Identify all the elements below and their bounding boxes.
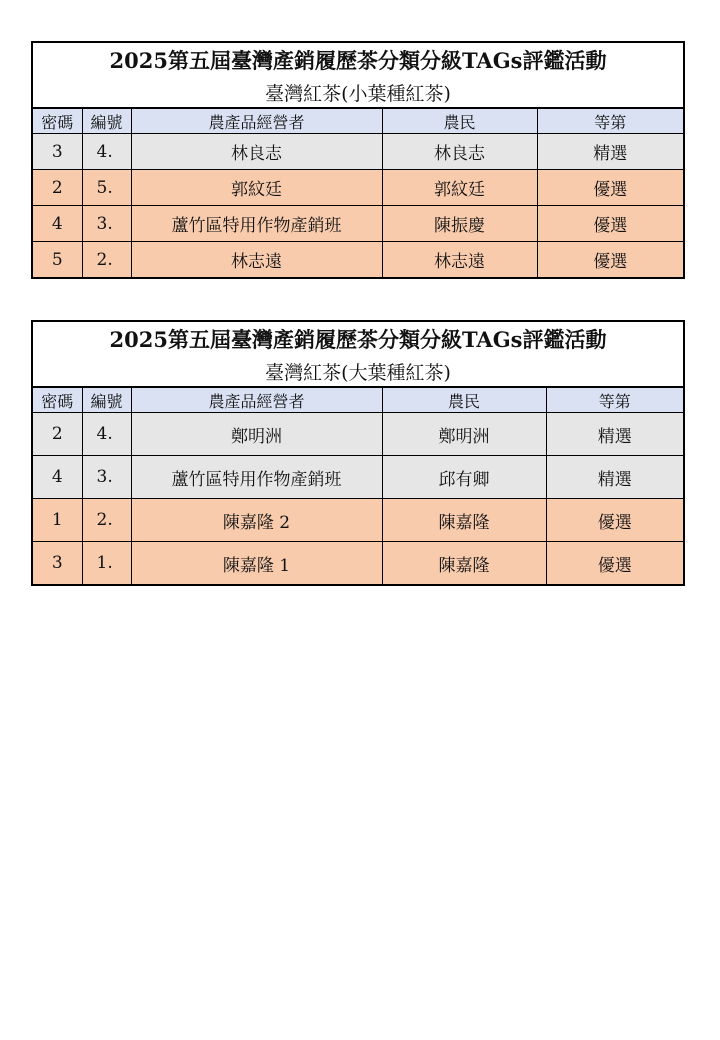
header-grade: 等第 bbox=[546, 387, 684, 413]
number-cell: 2. bbox=[82, 499, 131, 542]
operator-cell: 蘆竹區特用作物產銷班 bbox=[131, 206, 382, 242]
table-row bbox=[32, 413, 684, 456]
farmer-cell: 陳嘉隆 bbox=[382, 499, 546, 542]
number-cell: 4. bbox=[82, 413, 131, 456]
farmer-cell: 郭紋廷 bbox=[382, 170, 537, 206]
header-operator: 農產品經營者 bbox=[131, 387, 382, 413]
header-number: 編號 bbox=[82, 108, 131, 134]
results-table-large-leaf bbox=[31, 320, 685, 586]
header-number: 編號 bbox=[82, 387, 131, 413]
grade-cell: 優選 bbox=[537, 242, 684, 279]
header-grade: 等第 bbox=[537, 108, 684, 134]
code-cell: 2 bbox=[32, 413, 82, 456]
header-operator: 農產品經營者 bbox=[131, 108, 382, 134]
farmer-cell: 林志遠 bbox=[382, 242, 537, 279]
grade-cell: 精選 bbox=[546, 413, 684, 456]
code-cell: 4 bbox=[32, 206, 82, 242]
grade-cell: 優選 bbox=[546, 499, 684, 542]
header-code: 密碼 bbox=[32, 387, 82, 413]
table-row bbox=[32, 134, 684, 170]
farmer-cell: 邱有卿 bbox=[382, 456, 546, 499]
table-row bbox=[32, 499, 684, 542]
number-cell: 3. bbox=[82, 206, 131, 242]
number-cell: 2. bbox=[82, 242, 131, 279]
header-farmer: 農民 bbox=[382, 108, 537, 134]
grade-cell: 優選 bbox=[546, 542, 684, 586]
code-cell: 2 bbox=[32, 170, 82, 206]
results-table-small-leaf bbox=[31, 41, 685, 279]
number-cell: 1. bbox=[82, 542, 131, 586]
code-cell: 5 bbox=[32, 242, 82, 279]
farmer-cell: 陳振慶 bbox=[382, 206, 537, 242]
table-row bbox=[32, 242, 684, 279]
farmer-cell: 陳嘉隆 bbox=[382, 542, 546, 586]
code-cell: 1 bbox=[32, 499, 82, 542]
farmer-cell: 鄭明洲 bbox=[382, 413, 546, 456]
number-cell: 4. bbox=[82, 134, 131, 170]
table-subtitle: 臺灣紅茶(大葉種紅茶) bbox=[32, 356, 684, 387]
table-row bbox=[32, 206, 684, 242]
table-row bbox=[32, 456, 684, 499]
grade-cell: 精選 bbox=[537, 134, 684, 170]
table-title: 2025第五屆臺灣產銷履歷茶分類分級TAGs評鑑活動 bbox=[32, 42, 684, 77]
header-row bbox=[32, 108, 684, 134]
operator-cell: 陳嘉隆 1 bbox=[131, 542, 382, 586]
operator-cell: 林志遠 bbox=[131, 242, 382, 279]
operator-cell: 蘆竹區特用作物產銷班 bbox=[131, 456, 382, 499]
table-title: 2025第五屆臺灣產銷履歷茶分類分級TAGs評鑑活動 bbox=[32, 321, 684, 356]
table-row bbox=[32, 542, 684, 586]
grade-cell: 優選 bbox=[537, 170, 684, 206]
code-cell: 3 bbox=[32, 134, 82, 170]
table-subtitle: 臺灣紅茶(小葉種紅茶) bbox=[32, 77, 684, 108]
header-farmer: 農民 bbox=[382, 387, 546, 413]
farmer-cell: 林良志 bbox=[382, 134, 537, 170]
code-cell: 4 bbox=[32, 456, 82, 499]
operator-cell: 陳嘉隆 2 bbox=[131, 499, 382, 542]
operator-cell: 鄭明洲 bbox=[131, 413, 382, 456]
header-row bbox=[32, 387, 684, 413]
table-row bbox=[32, 170, 684, 206]
number-cell: 5. bbox=[82, 170, 131, 206]
code-cell: 3 bbox=[32, 542, 82, 586]
header-code: 密碼 bbox=[32, 108, 82, 134]
number-cell: 3. bbox=[82, 456, 131, 499]
operator-cell: 郭紋廷 bbox=[131, 170, 382, 206]
grade-cell: 精選 bbox=[546, 456, 684, 499]
operator-cell: 林良志 bbox=[131, 134, 382, 170]
grade-cell: 優選 bbox=[537, 206, 684, 242]
